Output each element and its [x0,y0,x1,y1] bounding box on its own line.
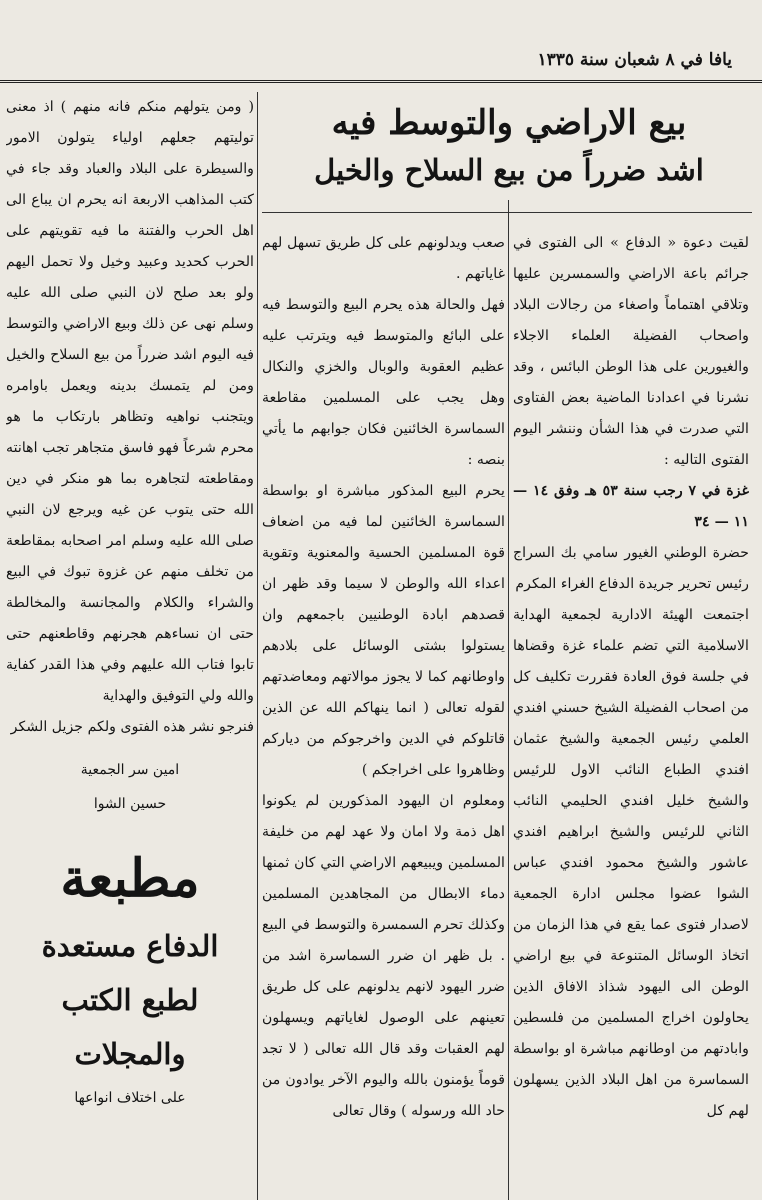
signature-block [6,753,254,821]
dateline: يافا في ٨ شعبان سنة ١٣٣٥ [537,50,732,70]
headline-line-2: اشد ضرراً من بيع السلاح والخيل [314,153,704,187]
header-double-rule [0,80,762,83]
article-paragraph: ( ومن يتولهم منكم فانه منهم ) اذ معنى توليتهم جعلهم اولياء يتولون الامور والسيطرة على البلاد والعباد وقد جاء في كتب المذاهب الاربعة انه يحرم ان يباع الى اهل الحرب والفتنة ما فيه تقويتهم على الحرب كحديد وعبيد وخيل ولا تحمل اليهم ولو بعد صلح لان النبي صلى الله عليه وسلم نهى عن ذلك وبيع الاراضي والتوسط فيه اليوم اشد ضرراً من بيع السلاح والخيل ومن لم يتمسك بدينه ويعمل باوامره ويتجنب نواهيه وتظاهر بارتكاب ما هو محرم شرعاً فهو فاسق متجاهر تجب اهانته ومقاطعته لتجاهره بما هو منكر في دين الله حتى يتوب عن غيه ويرجع لان النبي صلى الله عليه وسلم امر اصحابه بمقاطعة من تخلف منهم عن غزوة تبوك في البيع والشراء والكلام والمجانسة والمخالطة حتى ان نساءهم هجرنهم وقاطعنهم حتى تابوا فتاب الله عليهم وفي هذا القدر كفاية والله ولي التوفيق والهداية [6,99,254,704]
article-column-right [513,228,749,1200]
article-paragraph: فهل والحالة هذه يحرم البيع والتوسط فيه على البائع والمتوسط فيه ويترتب عليه عظيم العقوبة والوبال والخزي والنكال وهل يجب على المسلمين مقاطعة السماسرة الخائنين فكان جوابهم ما يأتي بنصه : [262,297,505,468]
advert-line-3: على اختلاف انواعها [74,1090,186,1106]
article-column-middle [262,228,505,1200]
article-paragraph: يحرم البيع المذكور مباشرة او بواسطة السماسرة الخائنين لما فيه من اضعاف قوة المسلمين الحسية والمعنوية وتقوية اعداء الله والوطن لا سيما وقد ظهر ان قصدهم ابادة الوطنيين باجمعهم وان يستولوا بشتى الوسائل على بلادهم واوطانهم كما لا يجوز موالاتهم ومعاضدتهم لقوله تعالى ( انما ينهاكم الله عن الذين قاتلوكم في الدين واخرجوكم من دياركم وظاهروا على اخراجكم ) [262,483,505,778]
signature-title: امين سر الجمعية [80,762,180,778]
article-paragraph: لقيت دعوة « الدفاع » الى الفتوى في جرائم باعة الاراضي والسمسرين عليها وتلاقي اهتماماً واصغاء من رجالات البلاد واصحاب الفضيلة العلماء الاجلاء والغيورين على هذا الوطن البائس ، وقد نشرنا في اعدادنا الماضية بعض الفتاوى التي صدرت في هذا الشأن وننشر اليوم الفتوى التاليه : [513,235,749,468]
fatwa-date: غزة في ٧ رجب سنة ٥٣ هـ وفق ١٤ — ١١ — ٣٤ [513,483,749,530]
article-column-left [6,92,254,1200]
article-paragraph: حضرة الوطني الغيور سامي بك السراج رئيس تحرير جريدة الدفاع الغراء المكرم [513,545,749,592]
article-paragraph: صعب ويدلونهم على كل طريق تسهل لهم غاياتهم . [262,235,505,282]
spacer [6,743,254,753]
column-divider [508,200,509,1200]
article-paragraph: ومعلوم ان اليهود المذكورين لم يكونوا اهل ذمة ولا امان ولا عهد لهم من خليفة المسلمين ويبيعهم الاراضي التي كان ثمنها دماء الابطال من المجاهدين المسلمين وكذلك تحرم السمسرة والتوسط في البيع . بل ظهر ان ضرر السماسرة اشد من ضرر اليهود لانهم يدلونهم على كل طريق تعينهم على الوصول لغاياتهم ويسهلون لهم العقبات وقد قال الله تعالى ( لا تجد قوماً يؤمنون بالله واليوم الآخر يوادون من حاد الله ورسوله ) وقال تعالى [262,793,505,1119]
advert-line-1: الدفاع مستعدة [41,929,219,963]
signature-name: حسين الشوا [93,796,167,812]
column-divider [257,92,258,1200]
advert-line-2: لطبع الكتب والمجلات [61,983,199,1071]
article-paragraph: فنرجو نشر هذه الفتوى ولكم جزيل الشكر [10,719,254,735]
advert-title: مطبعة [60,848,200,909]
headline-rule [262,212,752,213]
article-paragraph: اجتمعت الهيئة الادارية لجمعية الهداية الاسلامية التي تضم علماء غزة وقضاها في جلسة فوق العادة فقررت تكليف كل من اصحاب الفضيلة الشيخ حسني افندي العلمي رئيس الجمعية والشيخ عثمان افندي الطباع النائب الاول للرئيس والشيخ خليل افندي الحليمي النائب الثاني للرئيس والشيخ ابراهيم افندي عاشور والشيخ محمود افندي عباس الشوا عضوا مجلس ادارة الجمعية لاصدار فتوى عما يقع في هذا الزمان من اتخاذ الوسائل المتنوعة في بيع اراضي الوطن الى اليهود شذاذ الافاق الذين يحاولون اخراج المسلمين من فلسطين وابادتهم من اوطانهم مباشرة او بواسطة السماسرة من اهل البلاد الذين يسهلون لهم كل [513,607,749,1119]
headline-line-1: بيع الاراضي والتوسط فيه [331,103,687,143]
article-headline [264,92,754,202]
